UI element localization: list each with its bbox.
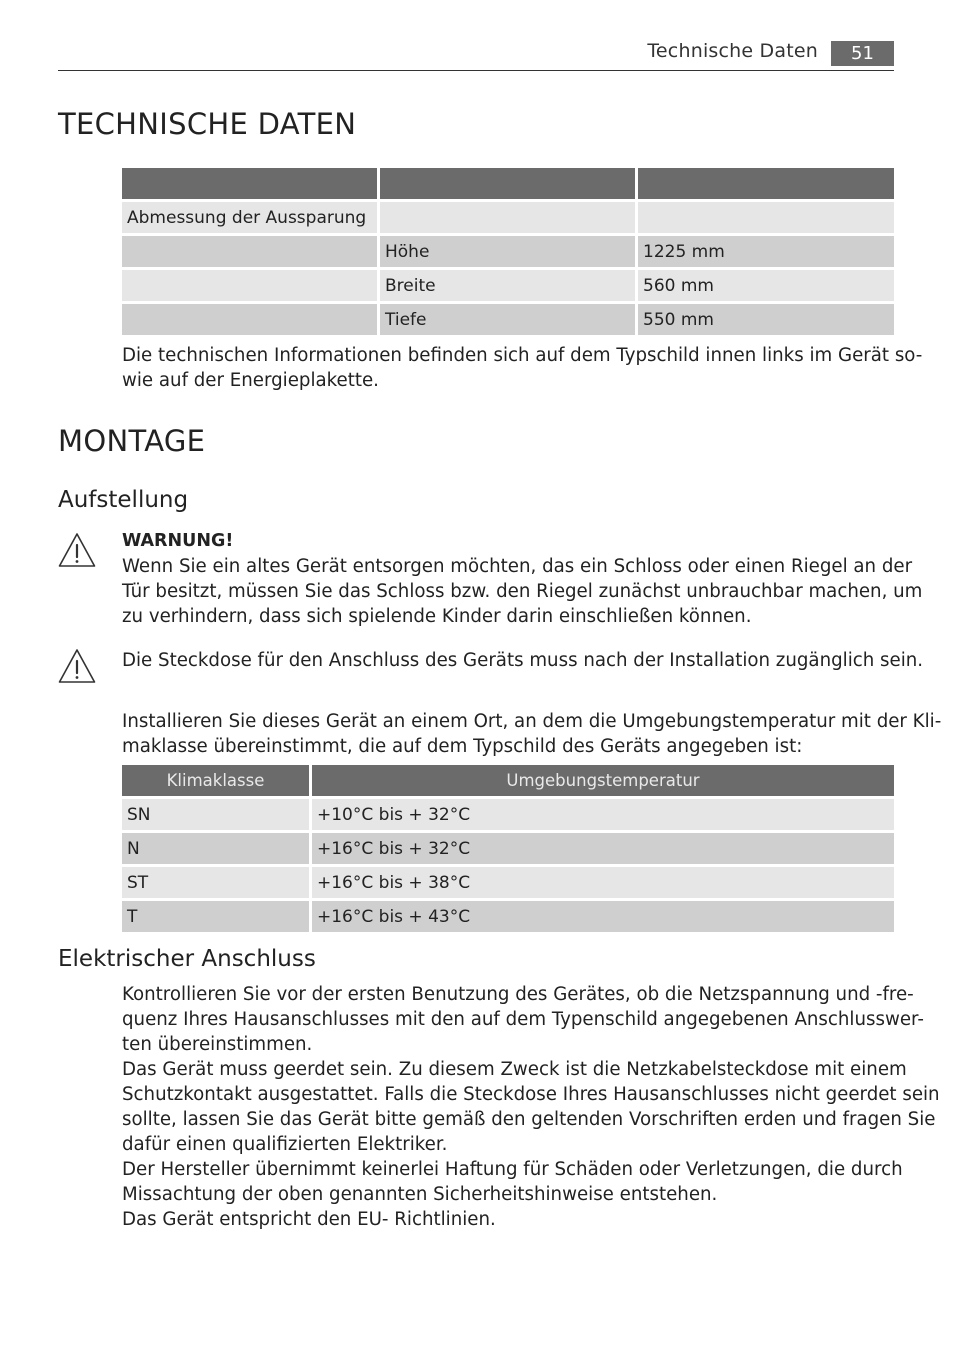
- warning-title: WARNUNG!: [122, 531, 234, 551]
- table-row: [122, 799, 894, 833]
- table-cell: [122, 270, 380, 304]
- typschild-note: [122, 343, 922, 393]
- table-header-cell: [380, 168, 638, 202]
- text-line: sollte, lassen Sie das Gerät bitte gemäß den geltenden Vorschriften erden und fragen Sie: [122, 1109, 936, 1130]
- klimaklasse-table: [122, 765, 894, 935]
- table-cell: SN: [122, 799, 312, 833]
- text-line: quenz Ihres Hausanschlusses mit den auf dem Typenschild angegebenen Anschlusswer-: [122, 1009, 924, 1030]
- text-line: Kontrollieren Sie vor der ersten Benutzung des Gerätes, ob die Netzspannung und -fre-: [122, 984, 914, 1005]
- text-line: Wenn Sie ein altes Gerät entsorgen möchten, das ein Schloss oder einen Riegel an der: [122, 556, 913, 577]
- text-line: Installieren Sie dieses Gerät an einem Ort, an dem die Umgebungstemperatur mit der Kli-: [122, 711, 942, 732]
- table-cell: Abmessung der Aussparung: [122, 202, 380, 236]
- heading-montage: MONTAGE: [58, 424, 206, 458]
- warning-triangle-icon: [58, 648, 96, 684]
- text-line: maklasse übereinstimmt, die auf dem Typschild des Geräts angegeben ist:: [122, 736, 803, 757]
- text-line: Die Steckdose für den Anschluss des Geräts muss nach der Installation zugänglich sein.: [122, 650, 924, 671]
- table-header-cell: [638, 168, 894, 202]
- table-header-cell: [122, 168, 380, 202]
- text-line: Schutzkontakt ausgestattet. Falls die Steckdose Ihres Hausanschlusses nicht geerdet sein: [122, 1084, 940, 1105]
- heading-aufstellung: Aufstellung: [58, 487, 189, 513]
- table-cell: [380, 202, 638, 236]
- table-cell: T: [122, 901, 312, 935]
- text-line: Das Gerät entspricht den EU- Richtlinien.: [122, 1209, 496, 1230]
- table-cell: [638, 202, 894, 236]
- table-cell: N: [122, 833, 312, 867]
- dimensions-table: [122, 168, 894, 338]
- warning-triangle-icon: [58, 532, 96, 568]
- table-cell: +16°C bis + 32°C: [312, 833, 894, 867]
- text-line: wie auf der Energieplakette.: [122, 370, 379, 391]
- text-line: Missachtung der oben genannten Sicherheitshinweise entstehen.: [122, 1184, 718, 1205]
- caution-text: [122, 648, 923, 673]
- text-line: dafür einen qualifizierten Elektriker.: [122, 1134, 448, 1155]
- table-header-row: [122, 168, 894, 202]
- table-row: [122, 833, 894, 867]
- table-row: [122, 304, 894, 338]
- text-line: Der Hersteller übernimmt keinerlei Haftung für Schäden oder Verletzungen, die durch: [122, 1159, 903, 1180]
- table-cell: 1225 mm: [638, 236, 894, 270]
- text-line: zu verhindern, dass sich spielende Kinder darin einschließen können.: [122, 606, 752, 627]
- text-line: Tür besitzt, müssen Sie das Schloss bzw. den Riegel zunächst unbrauchbar machen, um: [122, 581, 923, 602]
- table-cell: +16°C bis + 43°C: [312, 901, 894, 935]
- table-row: [122, 236, 894, 270]
- heading-elektrischer-anschluss: Elektrischer Anschluss: [58, 946, 316, 972]
- table-cell: Tiefe: [380, 304, 638, 338]
- text-line: Das Gerät muss geerdet sein. Zu diesem Zweck ist die Netzkabelsteckdose mit einem: [122, 1059, 907, 1080]
- table-cell: Breite: [380, 270, 638, 304]
- elektrischer-anschluss-text: [122, 982, 940, 1232]
- table-cell: Höhe: [380, 236, 638, 270]
- header-rule: [58, 70, 894, 71]
- table-cell: +16°C bis + 38°C: [312, 867, 894, 901]
- klimaklasse-intro: [122, 709, 941, 759]
- table-cell: 560 mm: [638, 270, 894, 304]
- heading-technische-daten: TECHNISCHE DATEN: [58, 107, 357, 141]
- table-cell: +10°C bis + 32°C: [312, 799, 894, 833]
- table-header-row: [122, 765, 894, 799]
- running-header-title: Technische Daten: [647, 40, 818, 62]
- table-header-cell: Umgebungstemperatur: [312, 765, 894, 799]
- table-row: [122, 901, 894, 935]
- table-row: [122, 867, 894, 901]
- table-cell: ST: [122, 867, 312, 901]
- table-cell: [122, 236, 380, 270]
- table-cell: [122, 304, 380, 338]
- warning-block: [122, 529, 922, 629]
- table-row: [122, 202, 894, 236]
- table-cell: 550 mm: [638, 304, 894, 338]
- text-line: ten übereinstimmen.: [122, 1034, 313, 1055]
- text-line: Die technischen Informationen befinden sich auf dem Typschild innen links im Gerät so-: [122, 345, 923, 366]
- table-row: [122, 270, 894, 304]
- table-header-cell: Klimaklasse: [122, 765, 312, 799]
- page-number: 51: [831, 41, 894, 66]
